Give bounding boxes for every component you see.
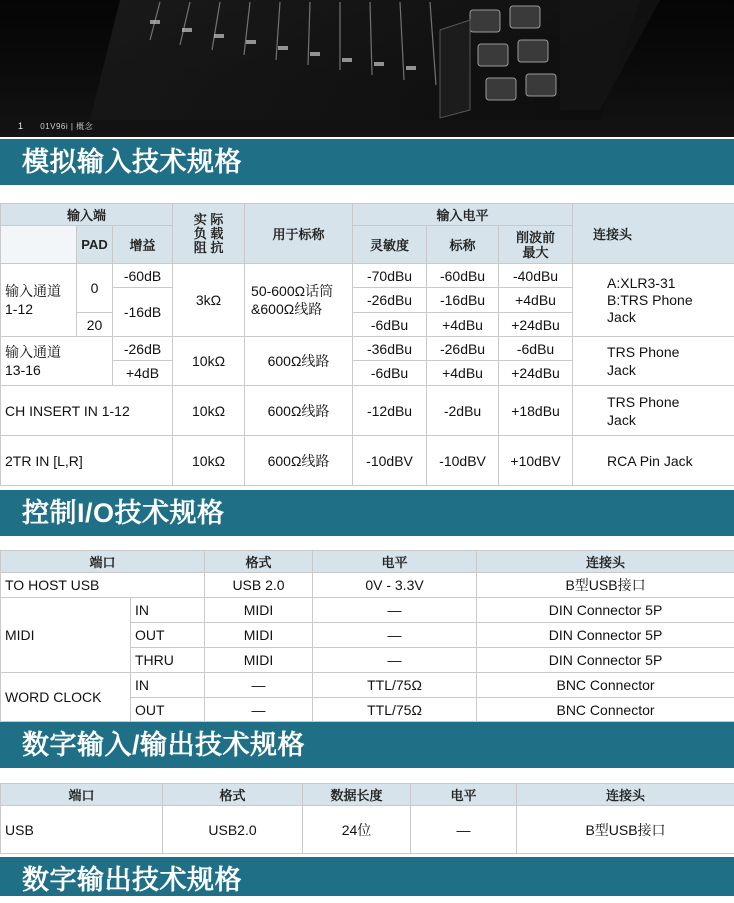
level-value: —	[411, 806, 517, 854]
impedance-value: 10kΩ	[173, 337, 245, 386]
nominal-value: -26dBu	[427, 337, 499, 361]
gain-value: -26dB	[113, 337, 173, 361]
clip-value: -6dBu	[499, 337, 573, 361]
header-input-level: 输入电平	[353, 204, 573, 226]
row-name-to-host: TO HOST USB	[1, 573, 205, 598]
nominal-use-value: 600Ω线路	[245, 386, 353, 436]
level-value: 0V - 3.3V	[313, 573, 477, 598]
section-title: 模拟输入技术规格	[22, 147, 242, 177]
analog-input-table	[0, 203, 734, 486]
digital-io-table	[0, 783, 734, 854]
nominal-use-value: 50-600Ω话筒 &600Ω线路	[245, 264, 353, 337]
format-value: —	[205, 673, 313, 698]
connector-value: BNC Connector	[477, 673, 734, 698]
row-name-midi: MIDI	[1, 598, 131, 673]
connector-value: TRS Phone Jack	[573, 386, 734, 436]
level-value: TTL/75Ω	[313, 673, 477, 698]
header-port: 端口	[1, 551, 205, 573]
gain-value: -16dB	[113, 288, 173, 337]
sensitivity-value: -36dBu	[353, 337, 427, 361]
nominal-value: -60dBu	[427, 264, 499, 288]
sub-port: OUT	[131, 623, 205, 648]
sensitivity-value: -12dBu	[353, 386, 427, 436]
gain-value: -60dB	[113, 264, 173, 288]
section-title: 数字输出技术规格	[22, 865, 242, 895]
header-nominal-use: 用于标称	[245, 204, 353, 264]
format-value: USB 2.0	[205, 573, 313, 598]
hero-image	[0, 0, 734, 137]
format-value: USB2.0	[163, 806, 303, 854]
nominal-value: -16dBu	[427, 288, 499, 313]
nominal-value: -2dBu	[427, 386, 499, 436]
impedance-value: 3kΩ	[173, 264, 245, 337]
page-number: 1	[18, 121, 24, 131]
hero-caption	[18, 121, 93, 132]
connector-value: RCA Pin Jack	[573, 436, 734, 486]
connector-value: BNC Connector	[477, 698, 734, 722]
sensitivity-value: -6dBu	[353, 313, 427, 337]
header-impedance: 实 际 负 载 阻 抗	[173, 204, 245, 264]
header-nominal: 标称	[427, 226, 499, 264]
row-name-ch13-16: 输入通道 13-16	[1, 337, 113, 386]
sensitivity-value: -26dBu	[353, 288, 427, 313]
hero-caption-text: 01V96i | 概念	[40, 122, 93, 131]
clip-value: -40dBu	[499, 264, 573, 288]
impedance-value: 10kΩ	[173, 386, 245, 436]
header-format: 格式	[205, 551, 313, 573]
header-level: 电平	[313, 551, 477, 573]
header-input-empty	[1, 226, 77, 264]
row-name-ch1-12: 输入通道 1-12	[1, 264, 77, 337]
header-pad: PAD	[77, 226, 113, 264]
nominal-value: +4dBu	[427, 361, 499, 386]
row-name-word-clock: WORD CLOCK	[1, 673, 131, 722]
clip-value: +24dBu	[499, 361, 573, 386]
level-value: —	[313, 648, 477, 673]
header-clip: 削波前 最大	[499, 226, 573, 264]
section-header-control-io	[0, 490, 734, 536]
header-format: 格式	[163, 784, 303, 806]
level-value: —	[313, 598, 477, 623]
sensitivity-value: -70dBu	[353, 264, 427, 288]
section-title: 控制I/O技术规格	[22, 498, 225, 528]
header-sensitivity: 灵敏度	[353, 226, 427, 264]
header-gain: 增益	[113, 226, 173, 264]
connector-value: B型USB接口	[477, 573, 734, 598]
header-input: 输入端	[1, 204, 173, 226]
row-name-insert: CH INSERT IN 1-12	[1, 386, 173, 436]
header-data-length: 数据长度	[303, 784, 411, 806]
connector-value: B型USB接口	[517, 806, 734, 854]
row-name-2tr: 2TR IN [L,R]	[1, 436, 173, 486]
format-value: MIDI	[205, 623, 313, 648]
sub-port: THRU	[131, 648, 205, 673]
header-connector: 连接头	[517, 784, 734, 806]
clip-value: +10dBV	[499, 436, 573, 486]
section-header-analog-input	[0, 139, 734, 185]
row-name-usb: USB	[1, 806, 163, 854]
clip-value: +4dBu	[499, 288, 573, 313]
connector-value: DIN Connector 5P	[477, 648, 734, 673]
nominal-value: -10dBV	[427, 436, 499, 486]
level-value: —	[313, 623, 477, 648]
impedance-value: 10kΩ	[173, 436, 245, 486]
connector-value: A:XLR3-31 B:TRS Phone Jack	[573, 264, 734, 337]
sensitivity-value: -10dBV	[353, 436, 427, 486]
format-value: MIDI	[205, 648, 313, 673]
pad-value: 20	[77, 313, 113, 337]
nominal-value: +4dBu	[427, 313, 499, 337]
section-title: 数字输入/输出技术规格	[22, 730, 305, 760]
section-header-digital-output	[0, 857, 734, 896]
header-level: 电平	[411, 784, 517, 806]
header-port: 端口	[1, 784, 163, 806]
sensitivity-value: -6dBu	[353, 361, 427, 386]
nominal-use-value: 600Ω线路	[245, 436, 353, 486]
connector-value: DIN Connector 5P	[477, 623, 734, 648]
section-header-digital-io	[0, 722, 734, 768]
mixer-photo	[0, 0, 734, 137]
gain-value: +4dB	[113, 361, 173, 386]
connector-value: DIN Connector 5P	[477, 598, 734, 623]
format-value: —	[205, 698, 313, 722]
header-connector: 连接头	[477, 551, 734, 573]
format-value: MIDI	[205, 598, 313, 623]
data-length-value: 24位	[303, 806, 411, 854]
header-connector: 连接头	[573, 204, 734, 264]
sub-port: IN	[131, 598, 205, 623]
level-value: TTL/75Ω	[313, 698, 477, 722]
connector-value: TRS Phone Jack	[573, 337, 734, 386]
control-io-table	[0, 550, 734, 722]
nominal-use-value: 600Ω线路	[245, 337, 353, 386]
sub-port: IN	[131, 673, 205, 698]
sub-port: OUT	[131, 698, 205, 722]
pad-value: 0	[77, 264, 113, 313]
clip-value: +24dBu	[499, 313, 573, 337]
clip-value: +18dBu	[499, 386, 573, 436]
